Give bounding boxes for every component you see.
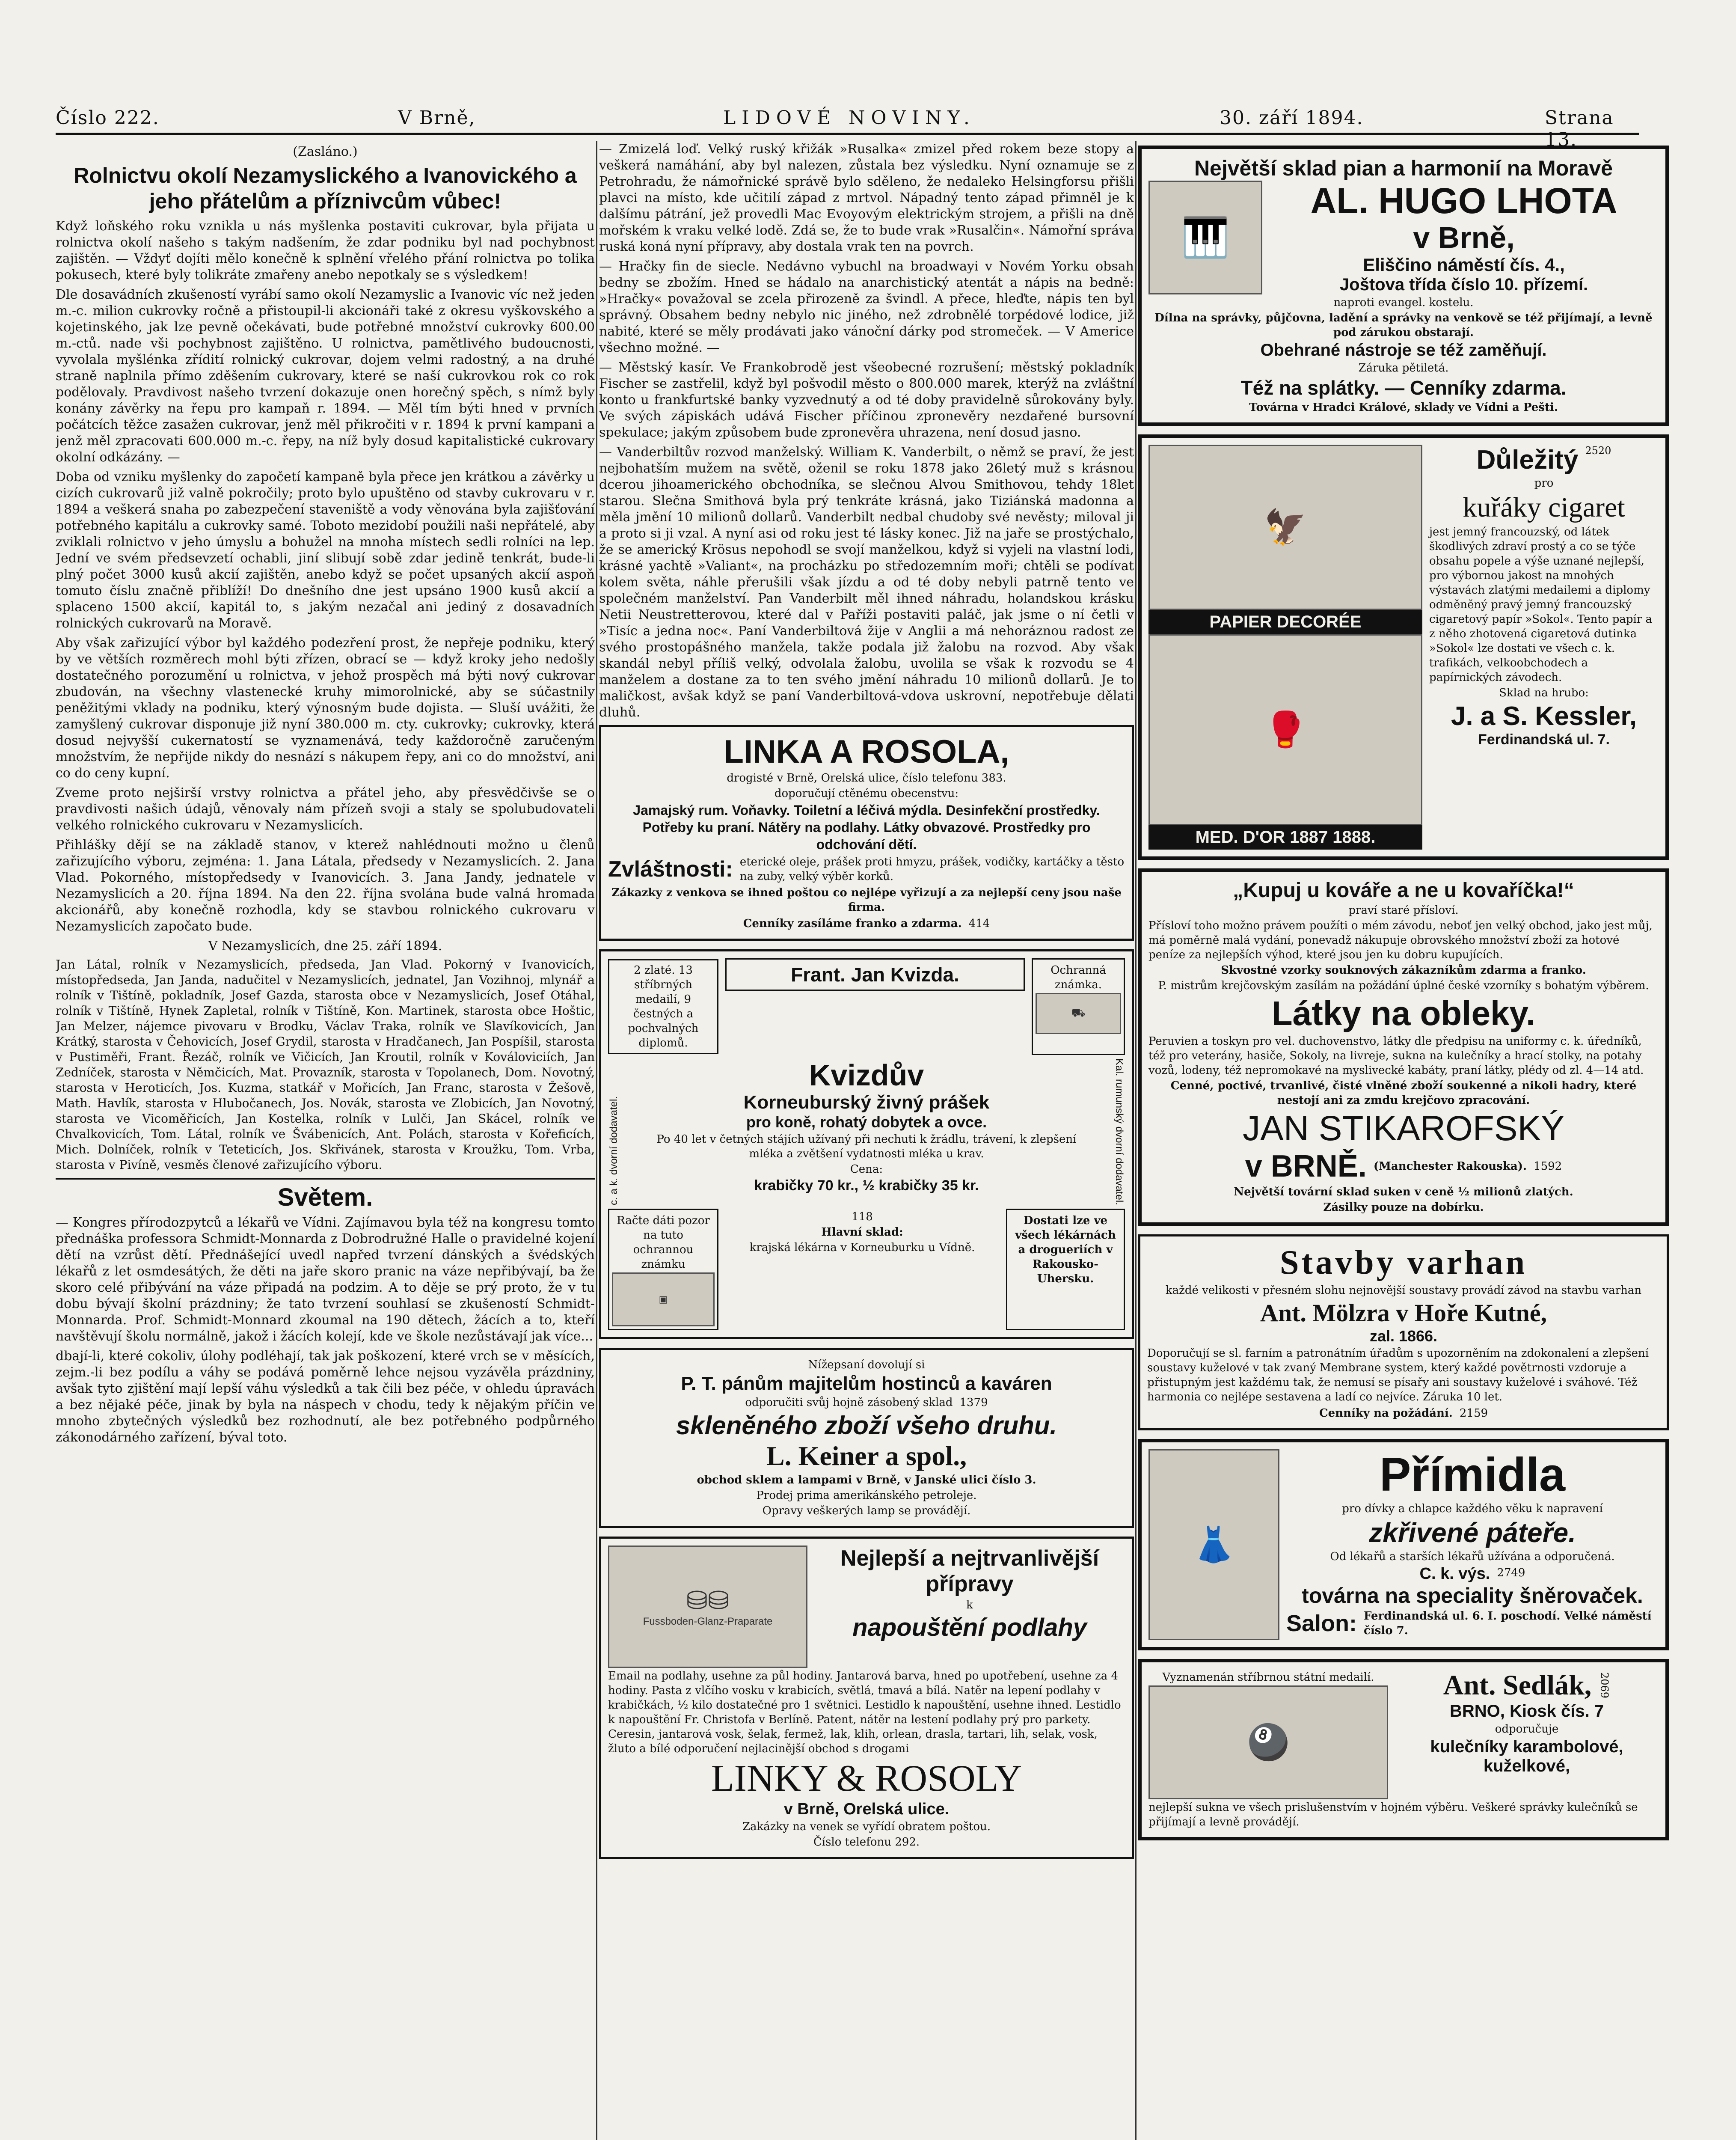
ad-items: Jamajský rum. Voňavky. Toiletní a léčivá mýdla. Desinfekční prostředky. Potřeby ku praní. Nátěry na podlahy. Látky obvazové. Prostředky pro odchování dětí.	[633, 802, 1100, 852]
ad-keiner	[599, 1348, 1134, 1528]
st-big: Látky na obleky.	[1271, 994, 1536, 1032]
piano-addr2: Joštova třída číslo 10. přízemí.	[1339, 275, 1588, 294]
hk-offer: odporučiti svůj hojně zásobený sklad	[745, 1396, 953, 1409]
article-title: Rolnictvu okolí Nezamyslického a Ivanovického a jeho přátelům a příznivcům vůbec!	[74, 163, 577, 213]
article-paragraph: Když loňského roku vznikla u nás myšlenka postaviti cukrovar, byla přijata u rolnictva okolí našeho s takým nadšením, že zdar podniku byl nad pochybnost zajištěn. — Vždyť dojíti mělo konečně k splnění vřelého přání rolnictva po tolika pokusech, které byly tolikráte zmařeny anebo nepotkaly se s výsledkem!	[56, 219, 595, 282]
sed-firm: Ant. Sedlák,	[1443, 1670, 1592, 1701]
cor-firm: C. k. výs.	[1419, 1565, 1490, 1583]
piano-guar: Záruka pětiletá.	[1358, 362, 1449, 374]
hk-petrol: Prodej prima amerikánského petroleje.	[756, 1489, 977, 1502]
hk-addr: obchod sklem a lampami v Brně, v Janské ulici číslo 3.	[697, 1473, 1036, 1486]
st-taylor: P. mistrům krejčovským zasílám na požádání úplné české vzorníky s bohatým výběrem.	[1158, 979, 1649, 992]
article-paragraph: Dle dosavádních zkušeností vyrábí samo okolí Nezamyslic a Ivanovic víc než jeden m.-c. milion cukrovky ročně a přistoupil-li akcionáři také z okresu vyškovského a kojetinského, jak lze pevně očekávati, bude potřebné množství cukrovky 600.00 m.-ctů. nade vši pochybnost zajištěno. U rolnictva, pamětlivého budoucnosti, vyvolala myšlénka zřídití rolnický cukrovar, dojem velmi radostný, a na druhé straně naplnila přímo zděšením cukrovary, které se naší cukrovkou rok co rok podělovaly. Pravdivost našeho tvrzení dokazuje onen horečný spěch, s nímž byly konány závěrky na řepu pro kampaň r. 1894. — Měl tím býti hned v prvních počátcích těžce zasažen cukrovar, jenž měl přikročiti v r. 1894 k první kampani a jenž měl zpracovati 600.000 m.-c. řepy, na níž byly dosud kapitalistické cukrovary okolní odkázány. —	[56, 287, 595, 465]
hk-title: P. T. pánům majitelům hostinců a kaváren	[681, 1373, 1052, 1394]
ad-sub: drogisté v Brně, Orelská ulice, číslo telefonu 383.	[727, 772, 1006, 785]
ad-number: 414	[968, 917, 990, 930]
hk-firm: L. Keiner a spol.,	[766, 1440, 967, 1471]
column-3	[1138, 141, 1669, 1849]
kv-desc: Po 40 let v četných stájích užívaný při nechuti k žrádlu, trávení, k zlepšení mléka a zvětšení vydatnosti mléka u krav.	[656, 1133, 1077, 1160]
ad-linka-rosola	[599, 725, 1134, 941]
ad-billiards	[1138, 1659, 1669, 1840]
ad-corset	[1138, 1439, 1669, 1650]
sed-addr: BRNO, Kiosk čís. 7	[1449, 1702, 1604, 1721]
piano-addr1: Eliščino náměstí čís. 4.,	[1363, 254, 1565, 275]
zaslano-label: (Zasláno.)	[293, 144, 358, 159]
cor-big: zkřivené páteře.	[1369, 1517, 1576, 1548]
kv-side: Dostati lze ve všech lékárnách a drogueriích v Rakousko-Uhersku.	[1015, 1214, 1116, 1285]
news-item: — Zmizelá loď. Velký ruský křižák »Rusalka« zmizel před rokem beze stopy a veškerá namáhání, aby byl nalezen, zůstala bez výsledku. Nyní oznamuje se z Petrohradu, že námořnické správě bylo sděleno, že nedaleko Helsingforsu přišli plavci na místo, kde učitilí západ z mrtvol. Nápadný tento západ přimněl je k dalšímu pátrání, jež provedli Mac Evoyovým elektrickým strojem, a přišli na dně mořském k vraku velké lodě. Zdá se, že to bude vrak »Rusalčin«. Námořní správa ruská koná nyní přípravy, aby dostala vrak ten na povrch.	[599, 142, 1134, 254]
billiard-table-image: 🎱	[1148, 1685, 1388, 1799]
ad-special: eterické oleje, prášek proti hmyzu, prášek, vodičky, kartáčky a těsto na zuby, velký výběr korků.	[739, 856, 1125, 883]
org-text: každé velikosti v přesném slohu nejnovější soustavy provádí závod na stavbu varhan	[1165, 1284, 1642, 1297]
ad-special-label: Zvláštnosti:	[608, 857, 733, 882]
kv-main-label: Hlavní sklad:	[821, 1225, 903, 1239]
piano-used: Obehrané nástroje se též zaměňují.	[1260, 341, 1547, 360]
issue-number: Číslo 222.	[56, 107, 160, 129]
kv-for: pro koně, rohatý dobytek a ovce.	[746, 1113, 987, 1131]
page-header	[56, 107, 1639, 151]
corset-image: 👗	[1148, 1449, 1279, 1640]
section-title: Světem.	[277, 1183, 373, 1211]
ad-floor-preparations	[599, 1537, 1134, 1859]
cor-title: Přímidla	[1379, 1448, 1566, 1501]
masthead: LIDOVÉ NOVINY.	[723, 107, 976, 129]
kv-mark: Ochranná známka.	[1051, 964, 1106, 991]
cor-sub: Od lékařů a starších lékařů užívána a odporučená.	[1330, 1550, 1615, 1563]
sed-medal: Vyznamenán stříbrnou státní medailí.	[1162, 1671, 1374, 1684]
sed-num: 2069	[1598, 1672, 1611, 1699]
ad-piano	[1138, 146, 1669, 426]
st-num: 1592	[1534, 1160, 1562, 1173]
cig-num: 2520	[1585, 445, 1611, 457]
column-rule	[1135, 141, 1137, 2140]
news-item: — Vanderbiltův rozvod manželský. William K. Vanderbilt, o němž se praví, že jest nejbohatším mužem na světě, oženil se roku 1878 jako 26letý muž s krásnou dcerou jihoamerického obchodníka, se slečnou Alvou Smithovou, tehdy 18let starou. Slečna Smithová byla prý tenkráte krásná, jako Tiziánská madonna a měla jmění 10 milionů dollarů. Vanderbilt nedbal chudoby své nevěsty; miloval ji a proto si ji vzal. A nyní asi od roku jest té lásky konec. Již na jaře se prostýchalo, že se americký Krösus nepohodl se svojí manželkou, když si vyjeli na vlastní lodi, krásné yachtě »Valiant«, na procházku po středozemním moři; chtěli se podívat kolem světa, náhle přerušili však jízdu a od té doby nebyli patrně tento ve společném manželství. Pan Vanderbilt měl ihned náhradu, holandskou krásku Netii Neustretterovou, které dal v Paříži postaviti paláč, jak jsme o ní četli v »Tisíc a jedna noc«. Paní Vanderbiltová žije v Anglii a má nehoráznou radost ze svého prostopášného manžela, takže podala již žalobu na rozvod. Aby však skandál nebyl příliš velký, odvolala žalobu, uvolila se však k rozvodu se 4 manželem a dostane za to ten svého jmění náhradu 10 milionů dollarů. Je to maličkost, avšak když se paní Vanderbiltová-vdova uskrovní, nepotřebuje dělati dluhů.	[599, 445, 1134, 720]
sed-text: nejlepší sukna ve všech prislušenstvím v hojném výběru. Veškeré správky kulečníků se přijímají a levně provádějí.	[1148, 1801, 1638, 1828]
kv-owner: Frant. Jan Kvizda.	[725, 958, 1025, 991]
st-text2: Peruvien a toskyn pro vel. duchovenstvo, látky dle předpisu na uniformy c. k. úředníků, též pro veterány, hasiče, Sokoly, na livreje, sukna na kulečníky a hrací stolky, na potahy vozů, lodeny, též nepromokavé na myslivecké kabáty, praní látky, plédy od zl. 4—14 atd.	[1148, 1035, 1644, 1077]
cig-pro: pro	[1534, 477, 1554, 490]
org-title: Stavby varhan	[1279, 1244, 1528, 1281]
floor-cans-label: Fussboden-Glanz-Praparate	[643, 1615, 773, 1627]
article-paragraph: Přihlášky dějí se na základě stanov, v kterež nahlédnouti možno u členů zařizujícího výboru, zejména: 1. Jana Látala, předsedy v Nezamyslicích. 2. Jana Vlad. Pokorného, místopředsedy v Ivanovicích. 3. Jana Jandy, jednatele v Nezamyslicích a 20. října 1894. Na den 22. října svolána bude valná hromada akcionářů, aby konečně rozhodla, kdy se stavbou rolnického cukrovaru v Nezamyslicích započato bude.	[56, 838, 595, 934]
st-firm: JAN STIKAROFSKÝ	[1243, 1109, 1564, 1148]
st-factory: Největší tovární sklad suken v ceně ½ milionů zlatých.	[1234, 1186, 1573, 1198]
kv-right: Kal. rumunský dvorní dodavatel.	[1113, 1058, 1125, 1205]
page-number: Strana 13.	[1545, 107, 1614, 151]
pp-firm: LINKY & ROSOLY	[711, 1757, 1022, 1799]
pp-list: Email na podlahy, usehne za půl hodiny. Jantarová barva, hned po upotřebení, usehne za 4 hodiny. Pasta z vlčího vosku v krabicích, světlá, tmavá a bílá. Natěr na lepení podlahy v krabičkách, ½ kilo dostatečné pro 1 světnici. Lestidlo k napouštění, usehne ihned. Lestidlo k napouštění Fr. Christofa v Berlíně. Patent, nátěr na lestení podlahy prý pro parkety. Ceresin, jantarová vosk, šelak, fermež, lak, klih, orlean, drasla, tartari, lih, selak, vosk, žluto a bílé odporučení nejlacinější obchod s drogami	[608, 1669, 1121, 1755]
medal-banner: MED. D'OR 1887 1888.	[1148, 825, 1422, 850]
org-num: 2159	[1459, 1407, 1488, 1420]
kv-warn: Račte dáti pozor na tuto ochrannou známku	[617, 1214, 710, 1271]
article-paragraph: Zveme proto nejširší vrstvy rolnictva a přátel jeho, aby přesvědčivše se o pravdivosti našich údajů, věnovaly nám přízeň svoji a staly se spolubudovateli velkého rolnického cukrovaru v Nezamyslicích.	[56, 785, 595, 833]
article-paragraph: Doba od vzniku myšlenky do započetí kampaně byla přece jen krátkou a závěrky u cizích cukrovarů již valně pokročily; proto bylo upuštěno od stavby cukrovaru v r. 1894 a veškerá snaha po zabezpečení staveniště a vody věnována byla zajišťování potřebného kapitálu a cukrovky samé. Toboto mezidobí použili naši nepřátelé, aby zviklali rolnictvo v jeho úmyslu a bohužel na mnoha místech sedli rolníci na lep. Jední ve svém předsevzetí ochabli, jiní slibují sobě zdar jedině tenkrát, bude-li plný počet 3000 kusů akcií zajištěn, anebo když se počet upsaných akcií aspoň tomuto číslu značně přiblíží! Do dnešního dne jest upsáno 1900 kusů akcií a splaceno 1500 akcií, kapitál to, s jakým nezačal ani jediný z dosavadních rolnických cukrovarů na Moravě.	[56, 470, 595, 631]
ad-stikarofsky	[1138, 868, 1669, 1226]
column-1	[56, 141, 595, 1449]
signatories: Jan Látal, rolník v Nezamyslicích, předseda, Jan Vlad. Pokorný v Ivanovicích, místopředseda, Jan Janda, nadučitel v Nezamyslicích, jednatel, Jan Vozihnoj, mlynář a rolník v Tištíně, pokladník, Josef Gazda, starosta obce v Nezamyslicích, Josef Otáhal, rolník v Tištíně, Hynek Zapletal, rolník v Tištíně, Kon. Martinek, starosta obce Hoštic, Jan Melzer, nájemce pivovaru v Brodku, Václav Traka, rolník ve Slavíkovicích, Jan Krátký, starosta v Čehovicích, Josef Grydil, starosta v Hradčanech, Jan Pospíšil, starosta v Pustiměři, Frant. Řezáč, rolník ve Vičicích, Jan Kroutil, rolník v Kováloviciích, Jan Zedníček, starosta v Němčicích, Mat. Provazník, starosta v Topolanech, Dom. Novotný, starosta v Heroticích, Jos. Kuzma, statkář v Mořicích, Jan Franc, starosta v Žešově, Math. Havlík, starosta v Hlubočanech, Jos. Novák, starosta ve Zlobicích, Jan Novotný, starosta ve Vicoměřicích, Jan Kostelka, rolník v Lulči, Jan Skácel, rolník ve Chvalkovicích, Tom. Látal, rolník ve Švábenicích, Ant. Polách, starosta v Kořeficích, Mich. Dolníček, rolník v Teteticích, Jos. Skřivánek, starosta v Kroužku, Tom. Vrba, starosta v Pivíně, vesměs členové zařizujícího výboru.	[56, 957, 595, 1172]
st-city: v BRNĚ.	[1245, 1149, 1367, 1183]
boxers-image: 🥊	[1148, 634, 1422, 825]
ad-rec: doporučují ctěnému obecenstvu:	[774, 787, 959, 800]
sed-rec: odporučuje	[1495, 1723, 1559, 1736]
piano-firm: AL. HUGO LHOTA	[1310, 180, 1617, 221]
article-paragraph: Aby však zařizující výbor byl každého podezření prost, že nepřeje podniku, který by ve větších rozměrech mohl býti zřízen, obrací se — když kroky jeho nedošly dostatečného porozumění u rolnictva, v jehož prospěch má býti nový cukrovar zbudován, na všechny vlastenecké kruhy mimorolnické, aby se súčastnily peněžitými vklady na podniku, který výnosným bude dojista. — Sluší uvážiti, že zamyšlený cukrovar disponuje již nyní 380.000 m. cty. cukrovky; cukrovky, která dosud nejvyšší cukernatostí se vyznamenává, tedy každoročně zaručeným množstvím, že nepřijde nikdy do nesnází s nákupem řepy, ani co do množství, ani co do ceny kupní.	[56, 636, 595, 781]
sokol-emblem-image: 🦅	[1148, 445, 1422, 610]
divider	[56, 1178, 595, 1180]
paper-banner: PAPIER DECORÉE	[1148, 610, 1422, 634]
kv-medals: 2 zlaté. 13 stříbrných medailí, 9 čestných a pochvalných diplomů.	[608, 959, 718, 1054]
ad-kvizda	[599, 949, 1134, 1339]
kv-num: 118	[852, 1210, 873, 1223]
header-date: 30. září 1894.	[1220, 107, 1364, 129]
floor-cans-image: ⛁⛁ Fussboden-Glanz-Praparate	[608, 1546, 807, 1668]
ad-cigarette-paper	[1138, 434, 1669, 860]
st-title: „Kupuj u kováře a ne u kovaříčka!“	[1233, 879, 1574, 902]
ad-orders: Zákazky z venkova se ihned poštou co nejlépe vyřizují a za nejlepší ceny jsou naše firma.	[611, 886, 1122, 914]
cor-text: pro dívky a chlapce každého věku k napravení	[1342, 1502, 1603, 1515]
pp-addr: v Brně, Orelská ulice.	[783, 1800, 950, 1818]
pp-orders: Zakázky na venek se vyřídí obratem poštou.	[742, 1820, 991, 1833]
org-text2: Doporučují se sl. farním a patronátním úřadům s upozorněním na zdokonalení a zlepšení soustavy kuželové v tak zvaný Membrane system, který každé povětrnosti vzdoruje a přistupným jest každému tak, že nemusí se písařy ani soustavy kuželové i sváhové. Též harmonia co nejlépe sestavena a ladí co nejvíce. Záruka 10 let.	[1147, 1347, 1649, 1403]
st-samples: Skvostné vzorky souknových zákazníkům zdarma a franko.	[1221, 964, 1586, 977]
kv-brand: Kvizdův	[809, 1058, 924, 1092]
cor-salon: Ferdinandská ul. 6. I. poschodí. Velké náměstí číslo 7.	[1364, 1610, 1652, 1637]
header-city: V Brně,	[398, 107, 476, 129]
cig-for: kuřáky cigaret	[1463, 492, 1625, 523]
pp-k: k	[966, 1598, 973, 1611]
piano-title: Největší sklad pian a harmonií na Moravě	[1194, 156, 1613, 180]
org-est: zal. 1866.	[1369, 1327, 1438, 1345]
pp-title: Nejlepší a nejtrvanlivější přípravy	[840, 1546, 1099, 1596]
news-item: dbají-li, které cokoliv, úlohy podléhají, tak jak poškození, které vrch se v měsících, zejm.-li bez podílu a váhy se podává poměrně lehce nejsou vyzávěla prázdniny, avšak tyto zjištění mají lepší váhu výsledků a tak čili bez péče, v ohledu úpravách a bez nějaké péče, jinak by byla na náspech v chodu, tedy k nějakým příčin ve mnoho zbytečných výsledků bez rozhodnutí, ale bez potřebného podpůrného zákonodárného zařízení, býval toto.	[56, 1349, 595, 1445]
piano-pay: Též na splátky. — Cenníky zdarma.	[1240, 377, 1567, 399]
hk-top: Nížepsaní dovolují si	[808, 1358, 925, 1371]
product-box-image: ▣	[612, 1272, 715, 1326]
cig-title: Důležitý	[1476, 445, 1579, 475]
kv-main: krajská lékárna v Korneuburku u Vídně.	[749, 1241, 975, 1254]
ad-title: LINKA A ROSOLA,	[724, 734, 1009, 770]
column-2	[599, 141, 1134, 1868]
cig-depot: Sklad na hrubo:	[1499, 687, 1589, 699]
news-item: — Kongres přírodozpytců a lékařů ve Vídni. Zajímavou byla též na kongresu tomto přednáška professora Schmidt-Monnarda z Dobrodružné Halle o pravidelné kojení dětí na vzrůst dětí. Přednášející uvedl napřed tvrzení dánských a švédských lékařů z let osmdesátých, že děti na jaře skoro pranic na váze nepřibývají, ba že skoro celé přibývání na váze připadá na podzim. A to děje se prý proto, že v tu dobu bývají školní prázdniny; že tato tvrzení souhlasí se zkušeností Schmidt-Monnarda. Prof. Schmidt-Monnard zkoumal na 190 dětech, žácích a to, kteří navštěvují školu normálně, jakož i žácích kolejí, kde ve škole nezůstávají jak více...	[56, 1215, 595, 1344]
news-item: — Městský kasír. Ve Frankobrodě jest všeobecné rozrušení; městský pokladník Fischer se zastřelil, když byl pošvodil město o 800.000 marek, kterýž na zvláštní konto u frankfurtské banky vyzvednutý a od té doby pravidelně sůrokovány byly. Ve svých zápiskách udává Fischer příčinou zpronevěry nezdařené bursovní spekulace; jakým způsobem bude zpronevěra uhrazena, není dosud jasno.	[599, 360, 1134, 440]
kv-product: Korneuburský živný prášek	[743, 1092, 990, 1113]
org-firm: Ant. Mölzra v Hoře Kutné,	[1260, 1299, 1547, 1327]
kv-price: krabičky 70 kr., ½ krabičky 35 kr.	[754, 1177, 979, 1194]
dateline: V Nezamyslicích, dne 25. září 1894.	[208, 939, 442, 954]
trademark-image: ⛟	[1036, 993, 1121, 1034]
cor-num: 2749	[1497, 1566, 1525, 1579]
hk-num: 1379	[959, 1396, 988, 1409]
hk-goods: skleněného zboží všeho druhu.	[676, 1411, 1057, 1440]
column-rule	[596, 141, 597, 2140]
st-manch: (Manchester Rakouska).	[1373, 1160, 1527, 1173]
cor-factory: továrna na speciality šněrovaček.	[1302, 1584, 1643, 1608]
piano-image: 🎹	[1148, 181, 1262, 294]
cor-salon-label: Salon:	[1286, 1611, 1357, 1636]
kv-price-label: Cena:	[850, 1163, 883, 1176]
ad-cennik: Cenníky zasíláme franko a zdarma.	[743, 917, 962, 930]
st-note: Cenné, poctivé, trvanlivé, čisté vlněné zboží soukenné a nikoli hadry, které nestojí ani za zmdu krejčovo zpracování.	[1170, 1079, 1637, 1107]
cig-text: jest jemný francouzský, od látek škodlivých zdraví prostý a co se týče obsahu popele a výše uznané nejlepší, pro výbornou jakost na mnohých výstavách zlatými medailemi a diplomy odměněný pravý jemný francouzský cigaretový papír »Sokol«. Tento papír a z něho zhotovená cigaretová dutinka »Sokol« lze dostati ve všech c. k. trafikách, velkoobchodech a papírnických závodech.	[1429, 526, 1653, 684]
org-price: Cenníky na požádání.	[1319, 1407, 1453, 1420]
st-text: Přísloví toho možno právem použíti o mém závodu, neboť jen velký obchod, jako jest můj, má poměrně malá vydání, ponevadž nákupuje obrovského množství zboží za hotové peníze za nejlepších výhod, které jsou jen ku dobru kupujících.	[1148, 919, 1653, 961]
news-item: — Hračky fin de siecle. Nedávno vybuchl na broadwayi v Novém Yorku obsah bedny se zbožím. Hned se hádalo na anarchistický atentát a nápis na bedně: »Hračky« považoval se zcela přirozeně za švindl. A přece, hleďte, nápis ten byl správný. Obsahem bedny nebylo nic jiného, než zdrobnělé torpédové lodice, již nabité, které se měly prodávati jako vánoční dárky pod stromeček. — V Americe všechno možné. —	[599, 259, 1134, 355]
cig-firm: J. a S. Kessler,	[1451, 701, 1637, 731]
sed-goods: kulečníky karambolové, kuželkové,	[1430, 1737, 1623, 1775]
piano-fact: Továrna v Hradci Králové, sklady ve Vídni a Pešti.	[1249, 401, 1558, 414]
hk-lamps: Opravy veškerých lamp se provádějí.	[762, 1504, 971, 1517]
piano-city: v Brně,	[1413, 220, 1515, 254]
piano-work: Dílna na správky, půjčovna, ladění a správky na venkově se též přijímají, a levně pod zárukou obstarají.	[1154, 312, 1653, 339]
ad-organs	[1138, 1234, 1669, 1430]
piano-opp: naproti evangel. kostelu.	[1333, 296, 1474, 309]
st-post: Zásilky pouze na dobírku.	[1323, 1201, 1484, 1214]
pp-tel: Číslo telefonu 292.	[813, 1835, 920, 1849]
st-proverb: praví staré přísloví.	[1348, 904, 1459, 917]
kv-left: c. a k. dvorní dodavatel.	[608, 1096, 620, 1205]
pp-goods: napouštění podlahy	[852, 1613, 1087, 1641]
cig-addr: Ferdinandská ul. 7.	[1478, 731, 1610, 748]
